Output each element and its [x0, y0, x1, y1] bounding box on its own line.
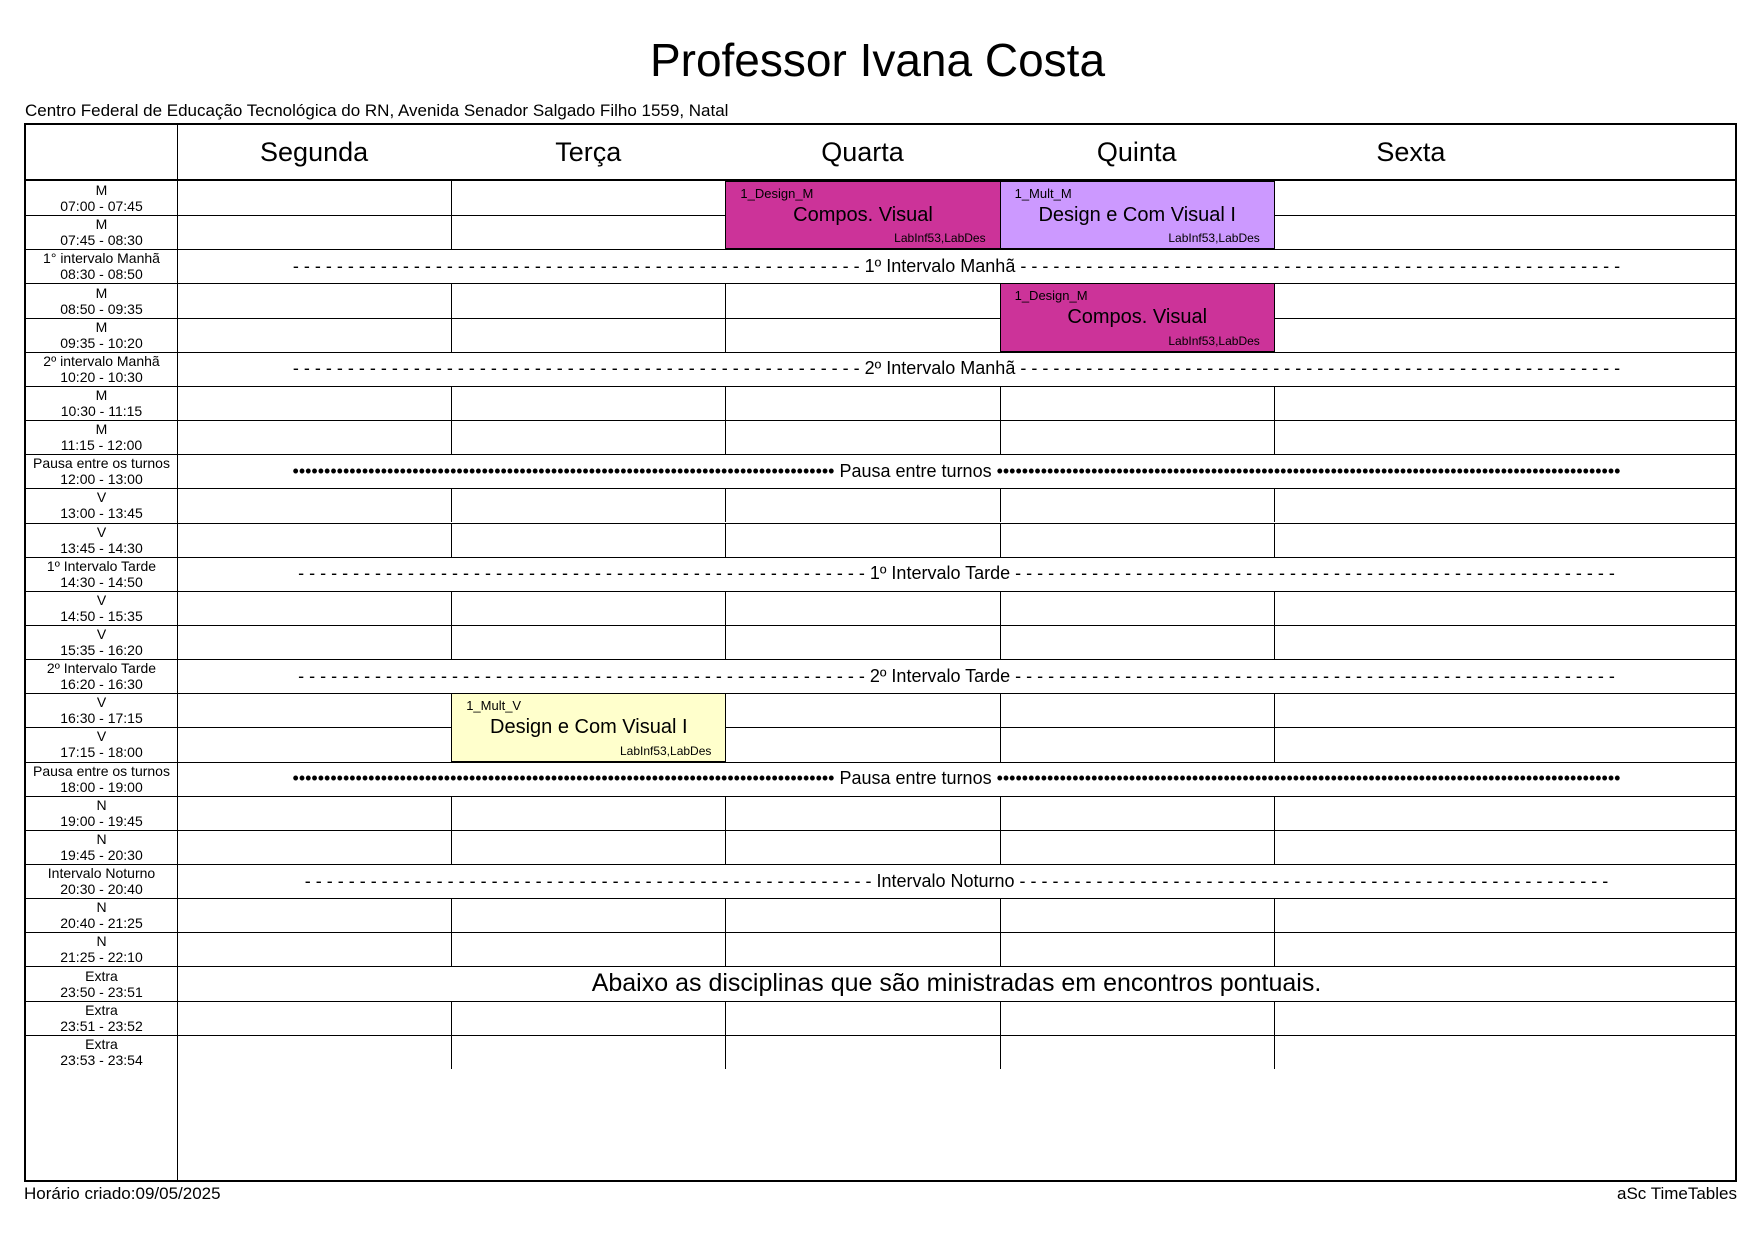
time-slot-name: V [96, 591, 107, 608]
empty-slot[interactable] [1001, 932, 1274, 966]
time-slot-range: 19:00 - 19:45 [60, 812, 143, 829]
time-slot-range: 14:50 - 15:35 [60, 607, 143, 624]
time-slot-range: 18:00 - 19:00 [60, 778, 143, 795]
time-slot [26, 488, 177, 522]
time-slot-range: 16:30 - 17:15 [60, 710, 143, 727]
empty-slot[interactable] [1001, 420, 1274, 454]
empty-slot[interactable] [726, 932, 999, 966]
time-slot-name: M [95, 182, 108, 199]
empty-slot[interactable] [1001, 488, 1274, 522]
time-slot-range: 23:50 - 23:51 [60, 983, 143, 1000]
time-slot [26, 386, 177, 420]
timetable-grid [24, 123, 1737, 1182]
time-slot [26, 1035, 177, 1069]
empty-slot[interactable] [1001, 898, 1274, 932]
time-slot [26, 181, 177, 215]
empty-slot[interactable] [452, 488, 725, 522]
lesson-subject: Design e Com Visual I [1038, 204, 1236, 226]
time-slot [26, 523, 177, 557]
empty-slot[interactable] [178, 796, 451, 830]
lesson-room: LabInf53,LabDes [1168, 333, 1260, 348]
time-slot [26, 796, 177, 830]
empty-slot[interactable] [1001, 386, 1274, 420]
empty-slot[interactable] [726, 318, 999, 352]
empty-slot[interactable] [1275, 283, 1548, 317]
empty-slot[interactable] [1275, 932, 1548, 966]
empty-slot[interactable] [1001, 625, 1274, 659]
time-slot-range: 10:30 - 11:15 [60, 402, 143, 419]
empty-slot[interactable] [1001, 1035, 1274, 1069]
time-slot-name: V [96, 626, 107, 642]
empty-slot[interactable] [726, 420, 999, 454]
empty-slot[interactable] [452, 420, 725, 454]
lesson-class: 1_Design_M [740, 186, 814, 201]
time-slot-name: N [96, 796, 107, 813]
time-slot-name: 1º Intervalo Tarde [46, 557, 157, 574]
break-band: •••••••••••••••••••••••••••••••••••••••••••••••••••••••••••••••••••••••••••••••••••••• Pausa entre turnos ••••••••••••••••••••••••••••••••••••••••••••••••••••••••••••••••••••••••••••••••••••••••••••••••••• [292, 460, 1621, 481]
time-slot-range: 08:30 - 08:50 [60, 266, 143, 283]
time-slot-range: 20:40 - 21:25 [60, 915, 143, 932]
empty-slot[interactable] [178, 898, 451, 932]
empty-slot[interactable] [1275, 318, 1548, 352]
empty-slot[interactable] [1275, 1035, 1548, 1069]
time-slot-name: V [96, 694, 107, 711]
time-slot [26, 659, 177, 693]
time-slot [26, 454, 177, 488]
empty-slot[interactable] [178, 932, 451, 966]
time-slot-name: N [96, 899, 107, 916]
empty-slot[interactable] [1275, 898, 1548, 932]
day-header-2: Terça [555, 136, 622, 167]
empty-slot[interactable] [452, 898, 725, 932]
time-slot-range: 23:53 - 23:54 [60, 1051, 143, 1068]
break-band: - - - - - - - - - - - - - - - - - - - - - - - - - - - - - - - - - - - - - - - - - - - - - - - - - - - - 1º Intervalo Tarde - - - - - - - - - - - - - - - - - - - - - - - - - - - - - - - - - - - - - - - - - - - - - - - - - - - - - - - [298, 563, 1615, 584]
time-slot-range: 08:50 - 09:35 [60, 300, 143, 317]
empty-slot[interactable] [178, 830, 451, 864]
time-slot [26, 283, 177, 317]
time-slot [26, 727, 177, 761]
time-slot [26, 932, 177, 966]
time-slot [26, 420, 177, 454]
time-slot-range: 14:30 - 14:50 [60, 573, 143, 590]
lesson-subject: Compos. Visual [793, 204, 933, 226]
empty-slot[interactable] [1275, 727, 1548, 761]
empty-slot[interactable] [726, 693, 999, 727]
empty-slot[interactable] [726, 830, 999, 864]
lesson-subject: Design e Com Visual I [490, 716, 688, 739]
break-band: - - - - - - - - - - - - - - - - - - - - - - - - - - - - - - - - - - - - - - - - - - - - - - - - - - - - Intervalo Noturno - - - - - - - - - - - - - - - - - - - - - - - - - - - - - - - - - - - - - - - - - - - - - - - - - - - - - - [304, 870, 1609, 891]
empty-slot[interactable] [1001, 830, 1274, 864]
software-credit: aSc TimeTables [1617, 1184, 1737, 1203]
time-slot [26, 318, 177, 352]
time-slot [26, 625, 177, 659]
time-slot-name: M [95, 318, 108, 335]
empty-slot[interactable] [1275, 181, 1548, 215]
empty-slot[interactable] [178, 420, 451, 454]
time-slot-name: N [96, 933, 107, 950]
break-band: •••••••••••••••••••••••••••••••••••••••••••••••••••••••••••••••••••••••••••••••••••••• Pausa entre turnos ••••••••••••••••••••••••••••••••••••••••••••••••••••••••••••••••••••••••••••••••••••••••••••••••••• [292, 768, 1621, 789]
time-slot-name: Extra [85, 967, 118, 984]
time-slot-range: 17:15 - 18:00 [60, 744, 143, 761]
time-slot-name: M [95, 216, 108, 233]
time-slot-name: V [96, 523, 107, 540]
time-slot-name: 2º Intervalo Tarde [46, 660, 157, 677]
empty-slot[interactable] [452, 1035, 725, 1069]
time-slot-range: 20:30 - 20:40 [60, 881, 143, 898]
empty-slot[interactable] [1001, 796, 1274, 830]
break-band: - - - - - - - - - - - - - - - - - - - - - - - - - - - - - - - - - - - - - - - - - - - - - - - - - - - - 1º Intervalo Manhã - - - - - - - - - - - - - - - - - - - - - - - - - - - - - - - - - - - - - - - - - - - - - - - - - - - - - - - [292, 255, 1621, 276]
lesson-card[interactable] [726, 181, 999, 249]
time-slot-name: M [95, 386, 108, 403]
time-slot [26, 591, 177, 625]
empty-slot[interactable] [1275, 625, 1548, 659]
empty-slot[interactable] [178, 625, 451, 659]
empty-slot[interactable] [1275, 693, 1548, 727]
empty-slot[interactable] [178, 591, 451, 625]
time-slot [26, 352, 177, 386]
empty-slot[interactable] [452, 523, 725, 557]
empty-slot[interactable] [726, 727, 999, 761]
time-slot-range: 07:00 - 07:45 [60, 198, 143, 215]
empty-slot[interactable] [1001, 693, 1274, 727]
time-slot-range: 15:35 - 16:20 [60, 642, 143, 658]
lesson-room: LabInf53,LabDes [894, 231, 986, 246]
empty-slot[interactable] [178, 488, 451, 522]
time-slot-name: V [96, 728, 107, 745]
time-slot-range: 10:20 - 10:30 [60, 368, 143, 385]
time-slot [26, 215, 177, 249]
time-slot-name: M [95, 284, 108, 301]
time-slot-range: 09:35 - 10:20 [60, 334, 143, 351]
empty-slot[interactable] [726, 591, 999, 625]
empty-slot[interactable] [178, 386, 451, 420]
time-slot-range: 21:25 - 22:10 [60, 949, 143, 966]
time-slot-name: 2º intervalo Manhã [43, 352, 160, 369]
empty-slot[interactable] [178, 181, 451, 215]
empty-slot[interactable] [178, 727, 451, 761]
empty-slot[interactable] [726, 488, 999, 522]
empty-slot[interactable] [726, 796, 999, 830]
empty-slot[interactable] [1275, 523, 1548, 557]
school-address: Centro Federal de Educação Tecnológica do RN, Avenida Senador Salgado Filho 1559, Natal [25, 101, 729, 120]
time-slot-name: M [95, 421, 108, 438]
lesson-room: LabInf53,LabDes [1168, 231, 1260, 246]
empty-slot[interactable] [1275, 830, 1548, 864]
empty-slot[interactable] [1275, 386, 1548, 420]
time-slot [26, 762, 177, 796]
empty-slot[interactable] [1275, 420, 1548, 454]
empty-slot[interactable] [452, 181, 725, 215]
empty-slot[interactable] [452, 318, 725, 352]
empty-slot[interactable] [726, 523, 999, 557]
time-slot-range: 13:45 - 14:30 [60, 539, 143, 556]
time-slot-name: Extra [85, 1035, 118, 1052]
time-slot-name: Pausa entre os turnos [33, 455, 170, 472]
empty-slot[interactable] [452, 386, 725, 420]
time-slot-range: 19:45 - 20:30 [60, 846, 143, 863]
empty-slot[interactable] [1001, 1001, 1274, 1035]
lesson-class: 1_Mult_M [1014, 186, 1072, 201]
empty-slot[interactable] [726, 1001, 999, 1035]
time-slot-name: Pausa entre os turnos [33, 762, 170, 779]
empty-slot[interactable] [1275, 1001, 1548, 1035]
time-slot [26, 864, 177, 898]
time-slot [26, 249, 177, 283]
page-title: Professor Ivana Costa [649, 34, 1106, 86]
empty-slot[interactable] [726, 283, 999, 317]
time-slot-range: 16:20 - 16:30 [60, 676, 143, 693]
empty-slot[interactable] [178, 283, 451, 317]
empty-slot[interactable] [726, 898, 999, 932]
lesson-class: 1_Design_M [1014, 288, 1088, 304]
day-header-5: Sexta [1376, 136, 1446, 167]
time-slot-range: 07:45 - 08:30 [60, 232, 143, 249]
empty-slot[interactable] [452, 591, 725, 625]
empty-slot[interactable] [452, 215, 725, 249]
time-slot-name: V [96, 489, 107, 506]
break-band: - - - - - - - - - - - - - - - - - - - - - - - - - - - - - - - - - - - - - - - - - - - - - - - - - - - - 2º Intervalo Tarde - - - - - - - - - - - - - - - - - - - - - - - - - - - - - - - - - - - - - - - - - - - - - - - - - - - - - - - [298, 665, 1615, 686]
day-header-3: Quarta [821, 136, 904, 167]
extra-notice: Abaixo as disciplinas que são ministradas em encontros pontuais. [591, 969, 1322, 997]
time-slot [26, 966, 177, 1000]
empty-slot[interactable] [726, 1035, 999, 1069]
empty-slot[interactable] [1275, 215, 1548, 249]
empty-slot[interactable] [178, 693, 451, 727]
created-date: Horário criado:09/05/2025 [24, 1184, 221, 1203]
empty-slot[interactable] [452, 932, 725, 966]
empty-slot[interactable] [1001, 523, 1274, 557]
time-slot-name: 1° intervalo Manhã [43, 250, 160, 267]
time-slot-range: 12:00 - 13:00 [60, 471, 143, 488]
empty-slot[interactable] [452, 283, 725, 317]
lesson-room: LabInf53,LabDes [619, 743, 712, 758]
time-slot-name: Intervalo Noturno [47, 865, 156, 882]
empty-slot[interactable] [452, 830, 725, 864]
time-slot [26, 557, 177, 591]
empty-slot[interactable] [452, 625, 725, 659]
empty-slot[interactable] [1001, 727, 1274, 761]
time-slot-range: 13:00 - 13:45 [60, 505, 143, 522]
time-slot-name: Extra [85, 1001, 118, 1018]
time-slot [26, 693, 177, 727]
lesson-subject: Compos. Visual [1067, 306, 1208, 329]
lesson-card[interactable] [1001, 283, 1274, 351]
empty-slot[interactable] [178, 1035, 451, 1069]
time-slot-name: N [96, 830, 107, 847]
empty-slot[interactable] [178, 318, 451, 352]
lesson-class: 1_Mult_V [466, 698, 522, 714]
time-slot-range: 23:51 - 23:52 [60, 1017, 143, 1034]
empty-slot[interactable] [1275, 488, 1548, 522]
empty-slot[interactable] [178, 523, 451, 557]
day-header-1: Segunda [260, 136, 369, 167]
empty-slot[interactable] [178, 215, 451, 249]
empty-slot[interactable] [452, 796, 725, 830]
time-slot-range: 11:15 - 12:00 [60, 437, 143, 454]
empty-slot[interactable] [726, 625, 999, 659]
lesson-card[interactable] [452, 693, 725, 761]
time-slot [26, 1001, 177, 1035]
empty-slot[interactable] [452, 1001, 725, 1035]
empty-slot[interactable] [1001, 591, 1274, 625]
break-band: - - - - - - - - - - - - - - - - - - - - - - - - - - - - - - - - - - - - - - - - - - - - - - - - - - - - 2º Intervalo Manhã - - - - - - - - - - - - - - - - - - - - - - - - - - - - - - - - - - - - - - - - - - - - - - - - - - - - - - - [292, 358, 1621, 379]
empty-slot[interactable] [178, 1001, 451, 1035]
time-slot [26, 830, 177, 864]
empty-slot[interactable] [726, 386, 999, 420]
empty-slot[interactable] [1275, 796, 1548, 830]
time-slot [26, 898, 177, 932]
lesson-card[interactable] [1001, 181, 1274, 249]
day-header-4: Quinta [1096, 136, 1177, 167]
empty-slot[interactable] [1275, 591, 1548, 625]
